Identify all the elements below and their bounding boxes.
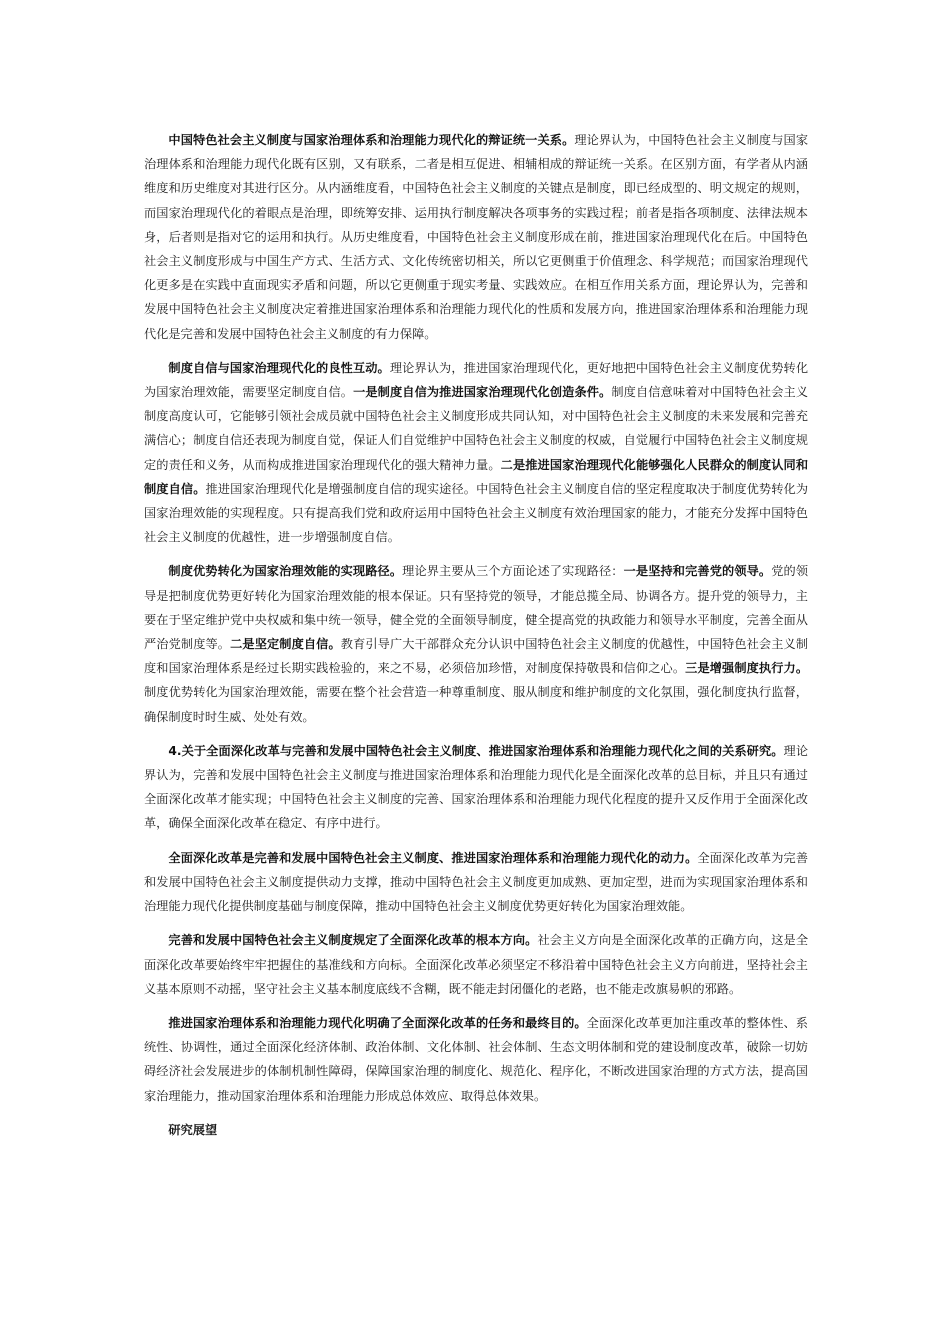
paragraph-lead: 制度优势转化为国家治理效能的实现路径。 [168, 564, 403, 579]
paragraph-point: 三是增强制度执行力。 [685, 661, 809, 676]
paragraph-lead: 推进国家治理体系和治理能力现代化明确了全面深化改革的任务和最终目的。 [168, 1015, 587, 1030]
paragraph-text: 社会主义方向是全面深化改革的正确方向，这是全面深化改革要始终牢牢把握住的基准线和方向标。全面深化改革必须坚定不移沿着中国特色社会主义方向前进，坚持社会主义基本原则不动摇，坚守社会主义基本制度底线不含糊，既不能走封闭僵化的老路，也不能走改旗易帜的邪路。 [144, 933, 809, 996]
paragraph-lead: 制度自信与国家治理现代化的良性互动。 [168, 360, 390, 375]
paragraph-lead: 全面深化改革是完善和发展中国特色社会主义制度、推进国家治理体系和治理能力现代化的动力。 [168, 850, 698, 865]
paragraph-text: 全面深化改革更加注重改革的整体性、系统性、协调性，通过全面深化经济体制、政治体制、文化体制、社会体制、生态文明体制和党的建设制度改革，破除一切妨碍经济社会发展进步的体制机制性障碍，保障国家治理的制度化、规范化、程序化，不断改进国家治理的方式方法，提高国家治理能力，推动国家治理体系和治理能力形成总体效应、取得总体效果。 [144, 1015, 808, 1103]
paragraph-dialectical-unity [144, 128, 808, 346]
paragraph-text: 教育引导广大干部群众充分认识中国特色社会主义制度的优越性，中国特色社会主义制度和国家治理体系是经过长期实践检验的，来之不易，必须倍加珍惜，对制度保持敬畏和信仰之心。 [144, 637, 809, 676]
paragraph-text: 理论界认为，中国特色社会主义制度与国家治理体系和治理能力现代化既有区别，又有联系，二者是相互促进、相辅相成的辩证统一关系。在区别方面，有学者从内涵维度和历史维度对其进行区分。从内涵维度看，中国特色社会主义制度的关键点是制度，即已经成型的、明文规定的规则，而国家治理现代化的着眼点是治理，即统筹安排、运用执行制度解决各项事务的实践过程；前者是指各项制度、法律法规本身，后者则是指对它的运用和执行。从历史维度看，中国特色社会主义制度形成在前，推进国家治理现代化在后。中国特色社会主义制度形成与中国生产方式、生活方式、文化传统密切相关，所以它更侧重于价值理念、科学规范；而国家治理现代化更多是在实践中直面现实矛盾和问题，所以它更侧重于现实考量、实践效应。在相互作用关系方面，理论界认为，完善和发展中国特色社会主义制度决定着推进国家治理体系和治理能力现代化的性质和发展方向，推进国家治理体系和治理能力现代化是完善和发展中国特色社会主义制度的有力保障。 [144, 133, 809, 341]
section-heading-research-outlook: 研究展望 [168, 1122, 218, 1137]
document-page [144, 128, 808, 1142]
paragraph-reform-relationship [144, 739, 808, 836]
paragraph-point: 二是推进国家治理现代化能够强化人民群众的制度认同和制度自信。 [144, 457, 809, 496]
paragraph-lead: 中国特色社会主义制度与国家治理体系和治理能力现代化的辩证统一关系。 [168, 133, 575, 147]
paragraph-fundamental-direction [144, 928, 808, 1001]
paragraph-text: 制度优势转化为国家治理效能，需要在整个社会营造一种尊重制度、服从制度和维护制度的文化氛围，强化制度执行监督，确保制度时时生威、处处有效。 [144, 685, 808, 724]
paragraph-text: 制度自信意味着对中国特色社会主义制度高度认可，它能够引领社会成员就中国特色社会主义制度形成共同认知，对中国特色社会主义制度的未来发展和完善充满信心；制度自信还表现为制度自觉，保证人们自觉维护中国特色社会主义制度的权威，自觉履行中国特色社会主义制度规定的责任和义务，从而构成推进国家治理现代化的强大精神力量。 [144, 385, 809, 472]
paragraph-reform-driving-force [144, 846, 808, 919]
paragraph-text: 全面深化改革为完善和发展中国特色社会主义制度提供动力支撑，推动中国特色社会主义制度更加成熟、更加定型，进而为实现国家治理体系和治理能力现代化提供制度基础与制度保障，推动中国特色社会主义制度优势更好转化为国家治理效能。 [144, 850, 809, 914]
paragraph-text: 理论界主要从三个方面论述了实现路径： [402, 564, 624, 579]
paragraph-lead: 完善和发展中国特色社会主义制度规定了全面深化改革的根本方向。 [168, 933, 538, 948]
paragraph-point: 二是坚定制度自信。 [230, 637, 341, 652]
paragraph-implementation-path [144, 559, 808, 728]
paragraph-tasks-and-goals [144, 1011, 808, 1108]
paragraph-text: 理论界认为，推进国家治理现代化，更好地把中国特色社会主义制度优势转化为国家治理效能，需要坚定制度自信。 [144, 360, 809, 400]
paragraph-lead: 4.关于全面深化改革与完善和发展中国特色社会主义制度、推进国家治理体系和治理能力现代化之间的关系研究。 [168, 743, 784, 758]
paragraph-text: 党的领导是把制度优势更好转化为国家治理效能的根本保证。只有坚持党的领导，才能总揽全局、协调各方。提升党的领导力，主要在于坚定维护党中央权威和集中统一领导，健全党的全面领导制度，健全提高党的执政能力和领导水平制度，完善全面从严治党制度等。 [144, 564, 809, 652]
paragraph-point: 一是坚持和完善党的领导。 [623, 564, 772, 579]
paragraph-text: 理论界认为，完善和发展中国特色社会主义制度与推进国家治理体系和治理能力现代化是全面深化改革的总目标，并且只有通过全面深化改革才能实现；中国特色社会主义制度的完善、国家治理体系和治理能力现代化程度的提升又反作用于全面深化改革，确保全面深化改革在稳定、有序中进行。 [144, 743, 809, 831]
paragraph-institutional-confidence [144, 356, 808, 550]
paragraph-point: 一是制度自信为推进国家治理现代化创造条件。 [353, 385, 612, 400]
paragraph-text: 推进国家治理现代化是增强制度自信的现实途径。中国特色社会主义制度自信的坚定程度取决于制度优势转化为国家治理效能的实现程度。只有提高我们党和政府运用中国特色社会主义制度有效治理国家的能力，才能充分发挥中国特色社会主义制度的优越性，进一步增强制度自信。 [144, 481, 809, 545]
